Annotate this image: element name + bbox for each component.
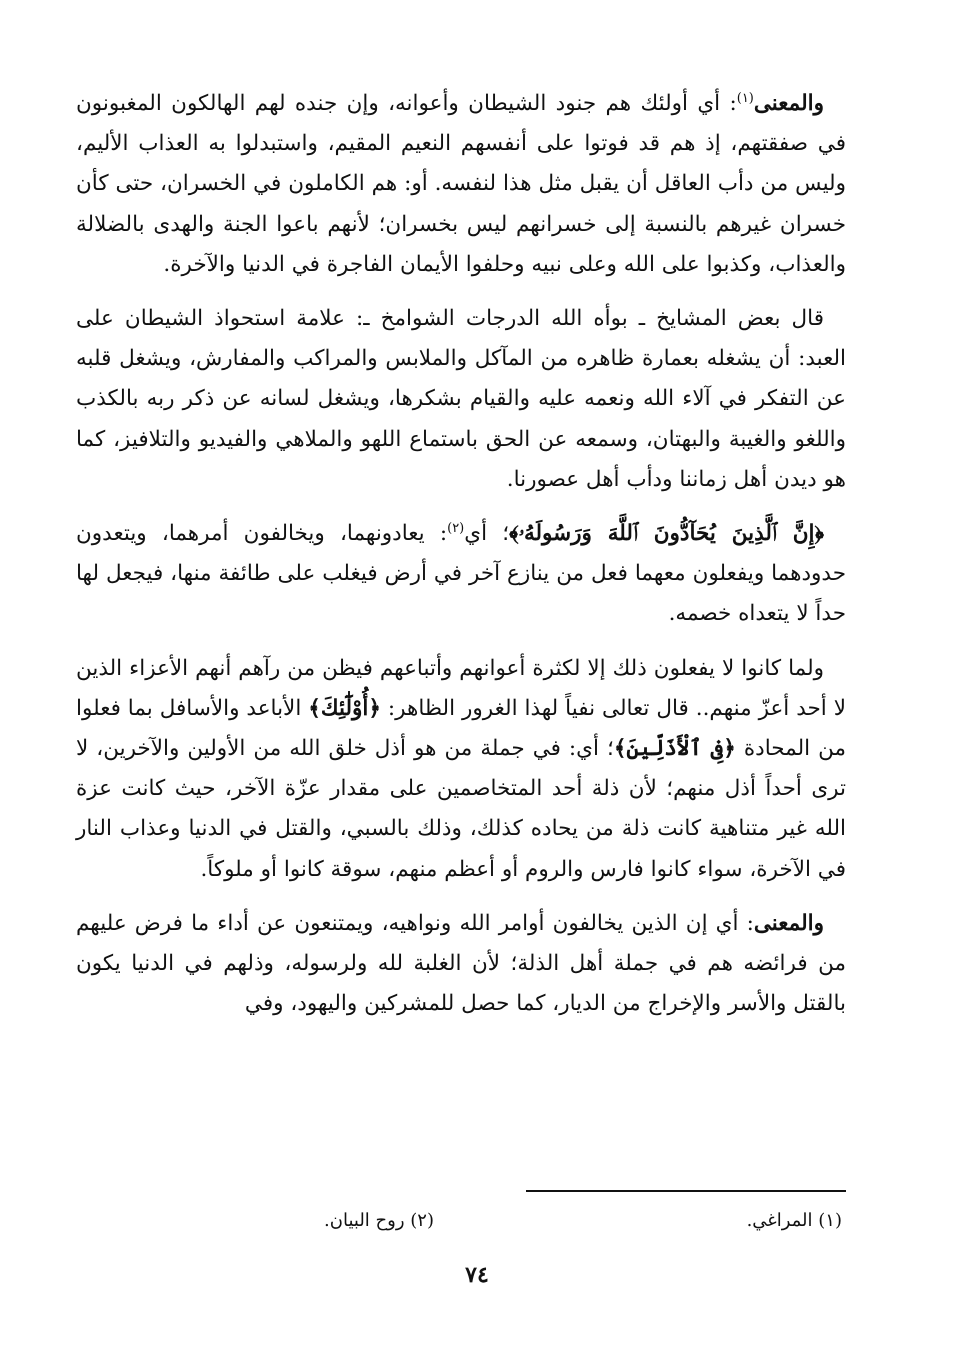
quran-verse: ﴿فِى ٱلْأَذَلِّينَ﴾	[613, 736, 736, 762]
paragraph-text: الأباعد والأسافل بما فعلوا من المحادة	[76, 695, 846, 762]
footnote-marker[interactable]: (٢)	[447, 520, 465, 536]
quran-verse: ﴿إِنَّ ٱلَّذِينَ يُحَآدُّونَ ٱللَّهَ وَرَسُولَهُۥ﴾	[509, 521, 824, 547]
footnote-2	[324, 1206, 434, 1236]
paragraph-text: ؛ أي: في جملة من هو أذل خلق الله من الأولين والآخرين، لا ترى أحداً أذل منهم؛ لأن ذلة أحد المتخاصمين على مقدار عزّة الآخر، حيث كانت عزة الله غير متناهية كانت ذلة من يحاده كذلك، وذلك بالسبي، والقتل في الدنيا وعذاب النار في الآخرة، سواء كانوا فارس والروم أو أعظم منهم، سوقة كانوا أو ملوكاً.	[76, 736, 846, 882]
paragraph-3	[76, 514, 846, 635]
footnote-marker[interactable]: (١)	[736, 90, 754, 106]
paragraph-lead: والمعنى	[753, 91, 824, 116]
paragraph-text: قال بعض المشايخ ـ بوأه الله الدرجات الشوامخ ـ: علامة استحواذ الشيطان على العبد: أن يشغله بعمارة ظاهره من المآكل والملابس والمراكب والمفارش، ويشغل قلبه عن التفكر في آلاء الله ونعمه عليه والقيام بشكرها، ويشغل لسانه عن ذكر ربه بالكذب واللغو والغيبة والبهتان، وسمعه عن الحق باستماع اللهو والملاهي والفيديو والتلافيز، كما هو ديدن أهل زماننا ودأب أهل عصورنا.	[76, 306, 846, 492]
paragraph-1	[76, 84, 846, 285]
paragraph-5	[76, 904, 846, 1025]
paragraph-text: : أي أولئك هم جنود الشيطان وأعوانه، وإن جنده لهم الهالكون المغبونون في صفقتهم، إذ هم قد فوتوا على أنفسهم النعيم المقيم، واستبدلوا به العذاب الأليم، وليس من دأب العاقل أن يقبل مثل هذا لنفسه. أو: هم الكاملون في الخسران، حتى كأن خسران غيرهم بالنسبة إلى خسرانهم ليس بخسران؛ لأنهم باعوا الجنة والهدى بالضلالة والعذاب، وكذبوا على الله وعلى نبيه وحلفوا الأيمان الفاجرة في الدنيا والآخرة.	[76, 91, 846, 277]
paragraph-text: ولما كانوا لا يفعلون ذلك إلا لكثرة أعوانهم وأتباعهم فيظن من رآهم أنهم الأعزاء الذين لا أحد أعزّ منهم.. قال تعالى نفياً لهذا الغرور الظاهر:	[76, 655, 846, 721]
paragraph-lead: والمعنى	[753, 910, 824, 936]
paragraph-4	[76, 649, 846, 890]
quran-verse: ﴿أُوْلَٰٓئِكَ﴾	[308, 695, 381, 721]
paragraph-text: : أي إن الذين يخالفون أوامر الله ونواهيه، ويمتنعون عن أداء ما فرض عليهم من فرائضه هم في جملة أهل الذلة؛ لأن الغلبة لله ولرسوله، وذلهم في الدنيا يكون بالقتل والأسر والإخراج من الديار، كما حصل للمشركين واليهود، وفي	[76, 910, 846, 1017]
paragraph-text: : يعادونهما، ويخالفون أمرهما، ويتعدون حدودهما ويفعلون معهما فعل من ينازع آخر في أرض فيغلب على طائفة منها، فيجعل لها حداً لا يتعداه خصمه.	[76, 521, 846, 627]
footnote-number: (٢)	[410, 1210, 434, 1231]
paragraph-2	[76, 299, 846, 500]
main-text	[76, 84, 846, 1038]
footnote-text: المراغي.	[746, 1210, 813, 1231]
paragraph-text: ؛ أي	[464, 521, 510, 547]
footnote-number: (١)	[818, 1210, 842, 1231]
page-number: ٧٤	[465, 1262, 489, 1288]
footnote-1	[747, 1206, 842, 1236]
footnote-text: روح البيان.	[324, 1210, 405, 1231]
footnote-divider	[526, 1190, 846, 1192]
